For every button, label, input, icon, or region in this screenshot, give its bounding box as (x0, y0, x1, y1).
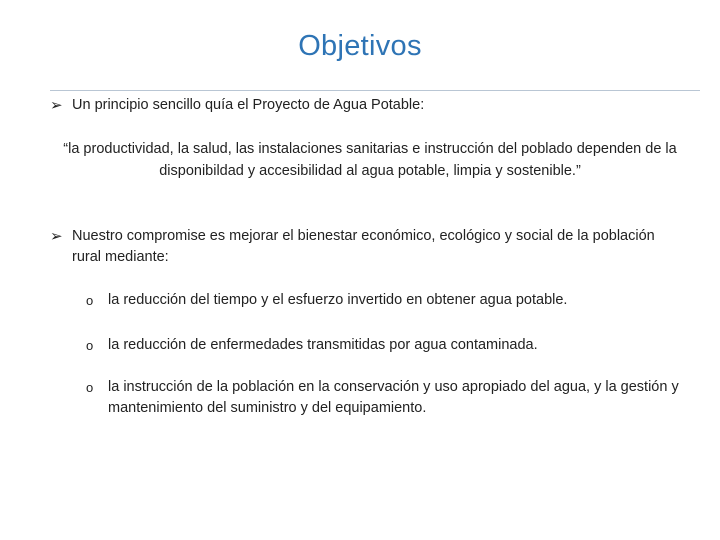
sub-item-time (86, 290, 686, 311)
arrow-bullet-icon: ➢ (50, 97, 63, 114)
bullet-commitment-text: Nuestro compromise es mejorar el bienestar económico, ecológico y social de la población rural mediante: (72, 228, 655, 265)
sub-item-education (86, 377, 686, 419)
title-divider (50, 90, 700, 91)
circle-bullet-icon: o (86, 293, 94, 308)
principle-quote: “la productividad, la salud, las instalaciones sanitarias e instrucción del poblado dependen de la disponibildad y accesibilidad al agua potable, limpia y sostenible.” (63, 141, 677, 179)
sub-item-text: la instrucción de la población en la conservación y uso apropiado del agua, y la gestión y mantenimiento del suministro y del equipamiento. (108, 379, 679, 416)
bullet-principle (50, 95, 690, 116)
circle-bullet-icon: o (86, 380, 94, 395)
slide-title: Objetivos (298, 30, 422, 62)
bullet-principle-text: Un principio sencillo quía el Proyecto de Agua Potable: (72, 97, 425, 113)
sub-item-text: la reducción del tiempo y el esfuerzo invertido en obtener agua potable. (108, 292, 568, 308)
arrow-bullet-icon: ➢ (50, 228, 63, 245)
sub-item-text: la reducción de enfermedades transmitidas por agua contaminada. (108, 337, 538, 353)
bullet-commitment (50, 226, 670, 268)
circle-bullet-icon: o (86, 338, 94, 353)
sub-item-disease (86, 335, 686, 356)
